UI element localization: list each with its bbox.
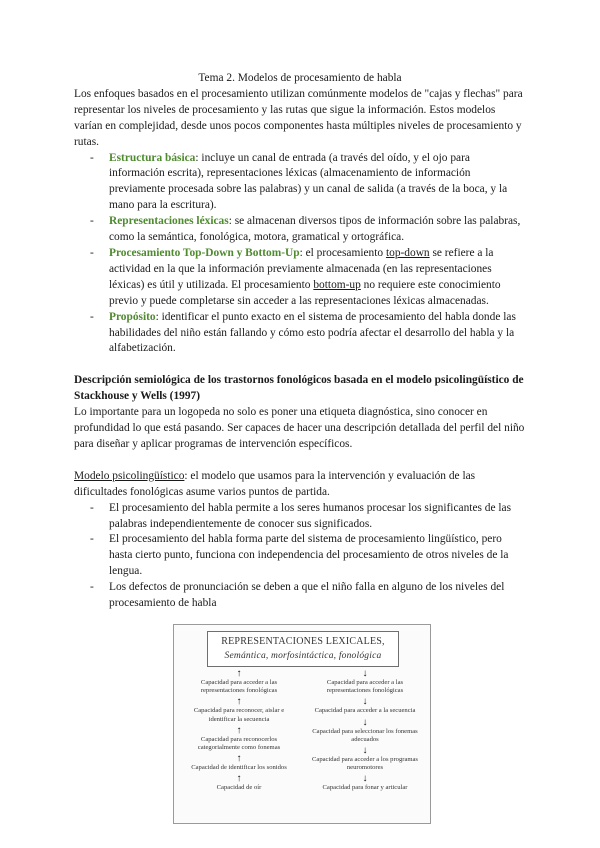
arrow-down-icon: ↓	[362, 773, 368, 785]
bottom-up-term: bottom-up	[313, 278, 361, 291]
item-text: : se almacenan diversos tipos de información sobre las palabras, como la semántica, fonológica, motora, gramatical y ortográfica.	[109, 215, 521, 244]
output-column	[306, 669, 424, 795]
term-estructura-basica: Estructura básica	[109, 151, 196, 164]
arrow-down-icon: ↓	[362, 745, 368, 757]
box-subtitle: Semántica, morfosintáctica, fonológica	[224, 651, 382, 661]
list-item: - El procesamiento del habla forma parte del sistema de procesamiento lingüístico, pero hasta cierto punto, funciona con independencia del procesamiento de otros niveles de la lengua.	[109, 532, 526, 580]
model-lead-text: : el modelo que usamos para la intervención y evaluación de las dificultades fonológicas asume varios puntos de partida.	[74, 469, 476, 498]
input-column	[180, 669, 298, 795]
arrow-down-icon: ↓	[362, 696, 368, 708]
item-text: : el procesamiento	[299, 246, 386, 259]
arrow-up-icon: ↑	[236, 668, 242, 679]
arrow-down-icon: ↓	[362, 716, 368, 728]
output-step: Capacidad para seleccionar los fonemas adecuados	[312, 727, 418, 743]
model-lead-paragraph	[74, 469, 526, 501]
term-representaciones-lexicas: Representaciones léxicas	[109, 215, 229, 228]
section-paragraph: Lo importante para un logopeda no solo es poner una etiqueta diagnóstica, sino conocer en profundidad lo que está pasando. Ser capaces de hacer una descripción detallada del perfil del niño para diseñar y aplicar programas de intervención específicos.	[74, 406, 525, 450]
input-step: Capacidad para reconocerlos categorialmente como fonemas	[197, 735, 281, 752]
arrow-down-icon: ↓	[362, 668, 368, 679]
input-step: Capacidad de identificar los sonidos	[191, 764, 287, 772]
output-step: Capacidad para acceder a la secuencia	[314, 707, 416, 715]
top-down-term: top-down	[385, 246, 430, 259]
output-step: Capacidad para acceder a las representaciones fonológicas	[326, 679, 404, 695]
model-features-list	[74, 151, 526, 358]
item-text: no requiere este conocimiento previo y puede completarse sin acceder a las representaciones léxicas almacenadas.	[109, 278, 501, 307]
arrow-up-icon: ↑	[236, 696, 242, 708]
list-item: - Los defectos de pronunciación se deben a que el niño falla en alguno de los niveles del procesamiento de habla	[109, 580, 526, 612]
list-item	[109, 214, 526, 246]
model-term: Modelo psicolingüístico	[74, 469, 185, 482]
section-heading: Descripción semiológica de los trastornos fonológicos basada en el modelo psicolingüístico de Stackhouse y Wells (1997)	[74, 374, 524, 403]
term-procesamiento: Procesamiento Top-Down y Bottom-Up	[109, 246, 300, 259]
list-item	[109, 310, 526, 358]
box-title: REPRESENTACIONES LEXICALES,	[221, 636, 385, 647]
input-step: Capacidad para acceder a las representaciones fonológicas	[200, 679, 278, 695]
intro-paragraph: Los enfoques basados en el procesamiento utilizan comúnmente modelos de "cajas y flechas" para representar los niveles de procesamiento y las rutas que sigue la información. Estos modelos varían en complejidad, desde unos pocos componentes hasta múltiples niveles de procesamiento y rutas.	[74, 87, 523, 148]
document-body	[74, 71, 526, 612]
input-step: Capacidad de oír	[216, 784, 262, 792]
input-step: Capacidad para reconocer, aislar e identificar la secuencia	[193, 707, 285, 723]
item-text: : incluye un canal de entrada (a través del oído, y el ojo para información escrita), representaciones léxicas (almacenamiento de información previamente procesada sobre las palabras) y un canal de salida (a través de la boca, y la mano para la escritura).	[109, 151, 508, 212]
arrow-up-icon: ↑	[236, 724, 242, 736]
output-step: Capacidad para acceder a los programas neuromotores	[312, 756, 418, 772]
list-item	[109, 246, 526, 310]
item-text: : identificar el punto exacto en el sistema de procesamiento del habla donde las habilidades del niño están fallando y cómo esto podría afectar el desarrollo del habla y la alfabetización.	[109, 310, 516, 355]
arrow-up-icon: ↑	[236, 773, 242, 785]
term-proposito: Propósito	[109, 310, 156, 323]
page-title: Tema 2. Modelos de procesamiento de habla	[198, 72, 402, 84]
list-item: - El procesamiento del habla permite a los seres humanos procesar los significantes de las palabras independientemente de conocer sus significados.	[109, 501, 526, 533]
lexical-representations-box	[207, 631, 399, 667]
item-text: se refiere a la actividad en la que la información previamente almacenada (en las representaciones léxicas) es útil y utilizada. El procesamiento	[109, 246, 494, 291]
processing-model-diagram	[173, 624, 431, 824]
output-step: Capacidad para fonar y articular	[322, 784, 408, 792]
arrow-up-icon: ↑	[236, 753, 242, 765]
assumptions-list	[74, 501, 526, 612]
list-item	[109, 151, 526, 215]
